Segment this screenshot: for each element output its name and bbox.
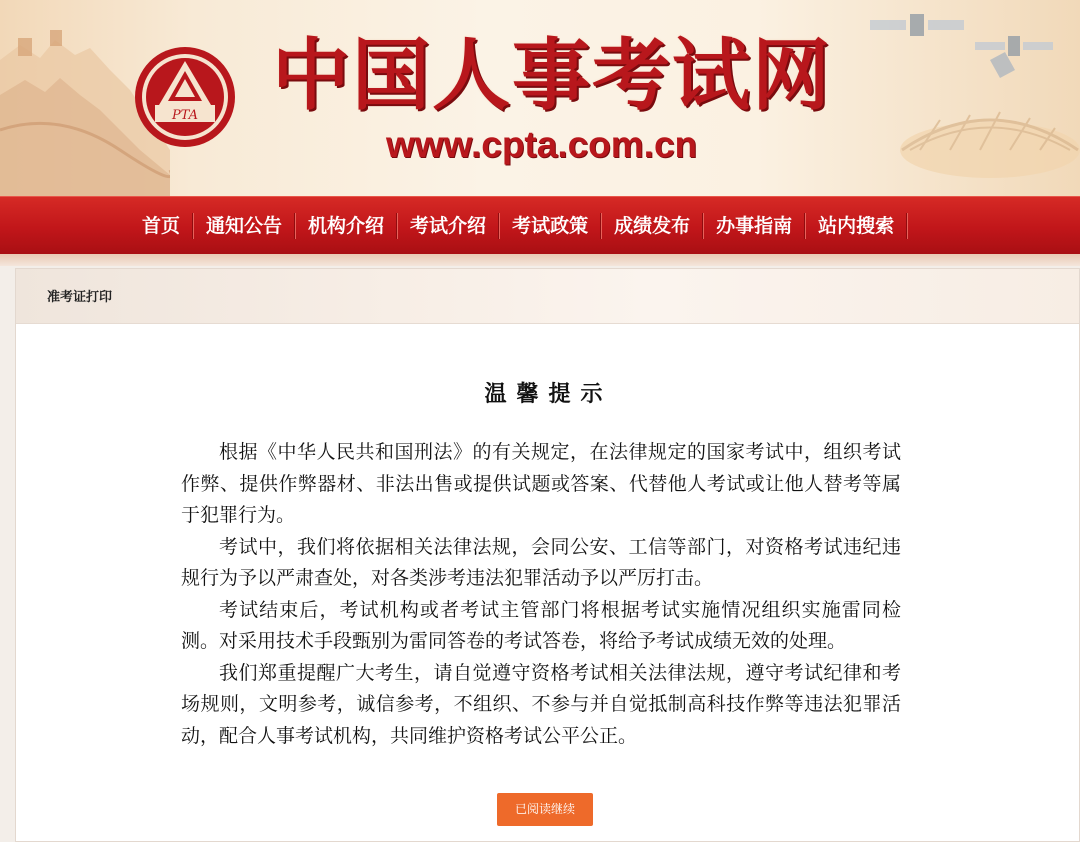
nav-item-notices[interactable]: 通知公告 <box>206 215 283 237</box>
site-banner <box>0 0 1080 196</box>
notice-paragraph: 根据《中华人民共和国刑法》的有关规定，在法律规定的国家考试中，组织考试作弊、提供作弊器材、非法出售或提供试题或答案、代替他人考试或让他人替考等属于犯罪行为。 <box>181 441 901 526</box>
site-url[interactable]: www.cpta.com.cn <box>386 124 698 165</box>
nav-items <box>130 197 908 255</box>
satellite-stadium-illustration <box>840 0 1080 196</box>
nav-item-exams[interactable]: 考试介绍 <box>410 215 487 237</box>
content-panel <box>15 268 1080 842</box>
svg-text:PTA: PTA <box>171 108 199 123</box>
site-title: 中国人事考试网 <box>272 31 833 121</box>
nav-item-search[interactable]: 站内搜索 <box>818 215 895 237</box>
nav-item-scores[interactable]: 成绩发布 <box>614 215 691 237</box>
nav-divider <box>906 213 908 239</box>
panel-header <box>16 269 1079 324</box>
main-nav <box>0 196 1080 254</box>
notice-paragraph: 考试中，我们将依据相关法律法规，会同公安、工信等部门，对资格考试违纪违规行为予以严肃查处，对各类涉考违法犯罪活动予以严厉打击。 <box>181 535 901 589</box>
nav-shadow <box>0 254 1080 266</box>
read-continue-button[interactable]: 已阅读继续 <box>497 793 593 826</box>
nav-item-about[interactable]: 机构介绍 <box>308 215 385 237</box>
notice-title: 温馨提示 <box>484 381 613 407</box>
notice-body <box>181 437 901 752</box>
notice-paragraph: 考试结束后，考试机构或者考试主管部门将根据考试实施情况组织实施雷同检测。对采用技术手段甄别为雷同答卷的考试答卷，将给予考试成绩无效的处理。 <box>181 598 901 652</box>
nav-item-guide[interactable]: 办事指南 <box>716 215 793 237</box>
nav-item-policy[interactable]: 考试政策 <box>512 215 589 237</box>
pta-logo <box>133 45 237 149</box>
breadcrumb: 准考证打印 <box>47 290 113 305</box>
nav-item-home[interactable]: 首页 <box>142 215 181 237</box>
notice-paragraph: 我们郑重提醒广大考生，请自觉遵守资格考试相关法律法规，遵守考试纪律和考场规则，文明参考，诚信参考，不组织、不参与并自觉抵制高科技作弊等违法犯罪活动，配合人事考试机构，共同维护资格考试公平公正。 <box>181 661 901 747</box>
